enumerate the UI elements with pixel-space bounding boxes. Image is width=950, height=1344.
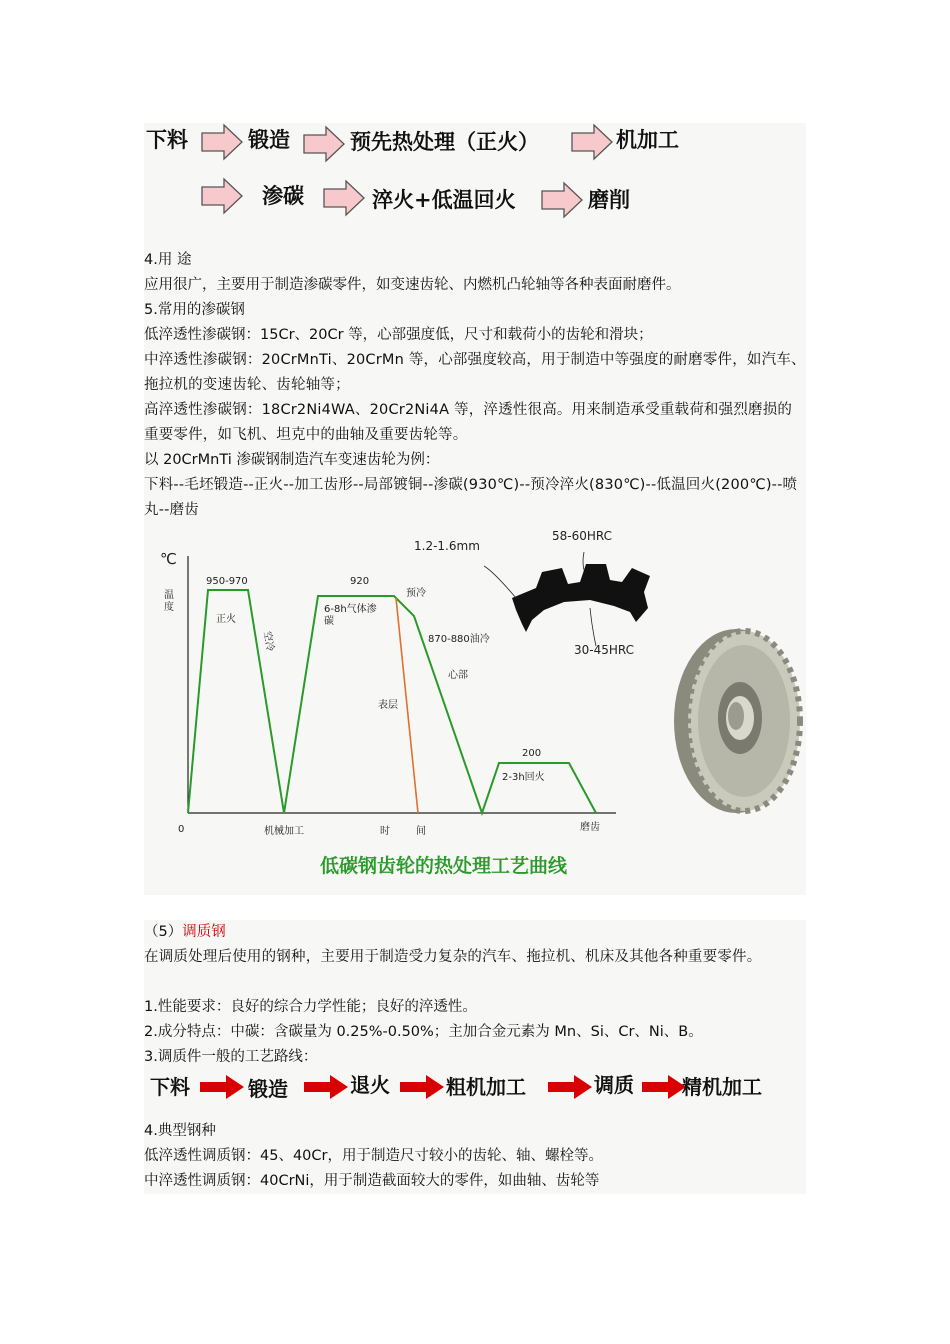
process-flow-diagram [144,123,806,245]
case-depth-label: 1.2-1.6mm [414,539,480,553]
heat-treatment-curve-figure [144,528,806,895]
paragraph: 下料--毛坯锻造--正火--加工齿形--局部镀铜--渗碳(930℃)--预冷淬火(830℃)--低温回火(200℃)--喷丸--磨齿 [144,477,798,518]
paragraph: 低淬透性调质钢：45、40Cr，用于制造尺寸较小的齿轮、轴、螺栓等。 [144,1148,603,1164]
flow-step: 锻造 [248,1077,288,1101]
core-label: 心部 [448,670,468,681]
paragraph: 中淬透性调质钢：40CrNi，用于制造截面较大的零件，如曲轴、齿轮等 [144,1173,600,1189]
x-tick-label: 机械加工 [264,826,304,837]
flow-step: 机加工 [616,127,679,152]
normalize-label: 正火 [216,614,236,625]
paragraph: 在调质处理后使用的钢种，主要用于制造受力复杂的汽车、拖拉机、机床及其他各种重要零件。 [144,949,762,965]
flow-step: 退火 [350,1073,390,1097]
arrow-right-icon [572,125,612,159]
section-heading [144,920,226,945]
gear-illustration-icon [674,629,800,813]
precool-label: 预冷 [406,588,426,599]
origin-label: 0 [178,824,185,835]
arrow-right-icon [548,1075,592,1099]
arrow-right-icon [202,179,242,213]
flow-step: 下料 [150,1075,190,1099]
surface-label: 表层 [378,700,398,711]
flow-step: 下料 [146,127,188,152]
section-heading: 4.用 途 [144,252,192,268]
paragraph: 中淬透性渗碳钢：20CrMnTi、20CrMn 等，心部强度较高，用于制造中等强度的耐磨零件，如汽车、拖拉机的变速齿轮、齿轮轴等； [144,352,806,393]
temper-label: 2-3h回火 [502,772,545,783]
arrow-right-icon [400,1075,444,1099]
process-flow-diagram [144,1068,806,1104]
flow-step: 淬火+低温回火 [372,187,516,212]
y-label: 温度 [164,590,174,613]
paragraph: 2.成分特点：中碳：含碳量为 0.25%-0.50%；主加合金元素为 Mn、Si、Cr、Ni、B。 [144,1024,703,1040]
flow-step: 磨削 [588,187,630,212]
flow-step: 调质 [594,1073,634,1097]
section-heading: 5.常用的渗碳钢 [144,302,245,318]
arrow-right-icon [642,1075,686,1099]
gear-section-icon [512,564,650,632]
surface-cooling-curve [396,598,418,813]
arrow-right-icon [304,1075,348,1099]
air-cool-label: 空冷 [261,630,276,653]
section-title: 调质钢 [182,924,226,940]
paragraph: 以 20CrMnTi 渗碳钢制造汽车变速齿轮为例： [144,452,440,468]
temper-temp: 200 [522,748,542,759]
flow-step: 预先热处理（正火） [350,129,539,154]
oil-quench-label: 870-880油冷 [428,634,490,645]
x-tick-label: 间 [416,826,426,837]
arrow-right-icon [324,181,364,215]
figure-caption: 低碳钢齿轮的热处理工艺曲线 [320,855,568,877]
flow-step: 粗机加工 [446,1075,526,1099]
x-tick-label: 磨齿 [580,822,600,833]
paragraph: 高淬透性渗碳钢：18Cr2Ni4WA、20Cr2Ni4A 等，淬透性很高。用来制造承受重载荷和强烈磨损的重要零件，如飞机、坦克中的曲轴及重要齿轮等。 [144,402,793,443]
surface-hardness-label: 58-60HRC [552,529,613,543]
arrow-right-icon [202,125,242,159]
flow-step: 精机加工 [682,1075,762,1099]
core-hardness-label: 30-45HRC [574,643,635,657]
carburize-label: 6-8h气体渗碳 [324,604,377,627]
carburizing-steel-section [144,123,806,895]
section-heading: 4.典型钢种 [144,1123,216,1139]
flow-step: 锻造 [248,127,290,152]
paragraph: 低淬透性渗碳钢：15Cr、20Cr 等，心部强度低，尺寸和载荷小的齿轮和滑块； [144,327,653,343]
paragraph: 1.性能要求：良好的综合力学性能；良好的淬透性。 [144,999,477,1015]
x-tick-label: 时 [380,826,390,837]
flow-step: 渗碳 [262,183,304,208]
y-unit: ℃ [160,550,177,568]
quenched-tempered-steel-section [144,920,806,1194]
section-number: （5） [144,924,183,940]
paragraph: 应用很广，主要用于制造渗碳零件，如变速齿轮、内燃机凸轮轴等各种表面耐磨件。 [144,277,681,293]
arrow-right-icon [542,183,582,217]
paragraph: 3.调质件一般的工艺路线： [144,1049,318,1065]
arrow-right-icon [304,127,344,161]
carburize-temp: 920 [350,576,370,587]
normalize-temp: 950-970 [206,576,248,587]
arrow-right-icon [200,1075,244,1099]
